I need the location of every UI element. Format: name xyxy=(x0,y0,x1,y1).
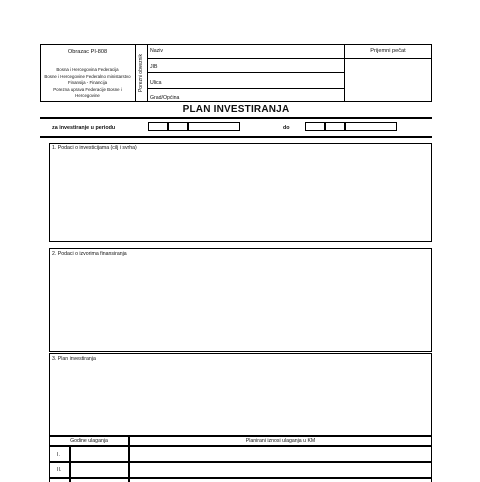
table-header-years-label: Godine ulaganja xyxy=(70,438,108,444)
period-rule xyxy=(40,136,432,138)
field-line xyxy=(147,88,344,89)
header-divider xyxy=(147,44,148,102)
field-line xyxy=(147,58,344,59)
table-row-amount-input[interactable] xyxy=(129,462,432,478)
authority-line: Porezna uprava Federacije Bosne i xyxy=(53,86,122,92)
authority-line: Bosna i Hercegovina Federacija xyxy=(56,67,119,72)
field-city-label: Grad/Općina xyxy=(150,95,180,101)
field-name-label: Naziv xyxy=(150,48,163,54)
table-row-year-input[interactable] xyxy=(70,478,129,482)
form-label: Obrazac PI-808 xyxy=(67,49,108,55)
authority-line: Hercegovine xyxy=(75,93,100,99)
section-financing-sources[interactable] xyxy=(49,248,432,352)
field-line xyxy=(147,72,344,73)
authority-line: Bosne i Hercegovine Federalno ministarstvo xyxy=(44,73,131,79)
period-from-day[interactable] xyxy=(148,122,168,131)
period-to-year[interactable] xyxy=(345,122,397,131)
period-to-label: do xyxy=(283,125,290,131)
issuing-authority xyxy=(40,67,135,100)
taxpayer-vertical-label: Porezni obveznik xyxy=(138,53,145,93)
stamp-divider xyxy=(344,58,432,59)
section-investment-info-label: 1. Podaci o investicijama (cilj i svrha) xyxy=(52,145,137,151)
section-investment-plan-label: 3. Plan investiranja xyxy=(52,356,96,362)
table-row-index: II. xyxy=(57,467,62,473)
taxpayer-vertical-cell xyxy=(135,44,147,102)
period-from-year[interactable] xyxy=(188,122,240,131)
field-jib-label: JIB xyxy=(150,64,158,70)
table-header-amount-label: Planirani iznosi ulaganja u KM xyxy=(245,438,316,444)
authority-line: Finansija - Financija xyxy=(67,80,108,86)
table-row-index-cell xyxy=(49,478,70,482)
period-to-day[interactable] xyxy=(305,122,325,131)
period-from-month[interactable] xyxy=(168,122,188,131)
table-row-amount-input[interactable] xyxy=(129,478,432,482)
table-row-year-input[interactable] xyxy=(70,446,129,462)
section-investment-plan[interactable] xyxy=(49,353,432,436)
section-financing-sources-label: 2. Podaci o izvorima finansiranja xyxy=(52,251,127,257)
section-investment-info[interactable] xyxy=(49,143,432,242)
stamp-label: Prijemni pečat xyxy=(370,48,406,54)
table-row-amount-input[interactable] xyxy=(129,446,432,462)
title-rule xyxy=(40,117,432,119)
period-label: za investiranje u periodu xyxy=(52,125,116,131)
table-row-year-input[interactable] xyxy=(70,462,129,478)
table-row-index: I. xyxy=(57,452,60,458)
page-title: PLAN INVESTIRANJA xyxy=(182,104,290,115)
period-to-month[interactable] xyxy=(325,122,345,131)
field-street-label: Ulica xyxy=(150,80,162,86)
